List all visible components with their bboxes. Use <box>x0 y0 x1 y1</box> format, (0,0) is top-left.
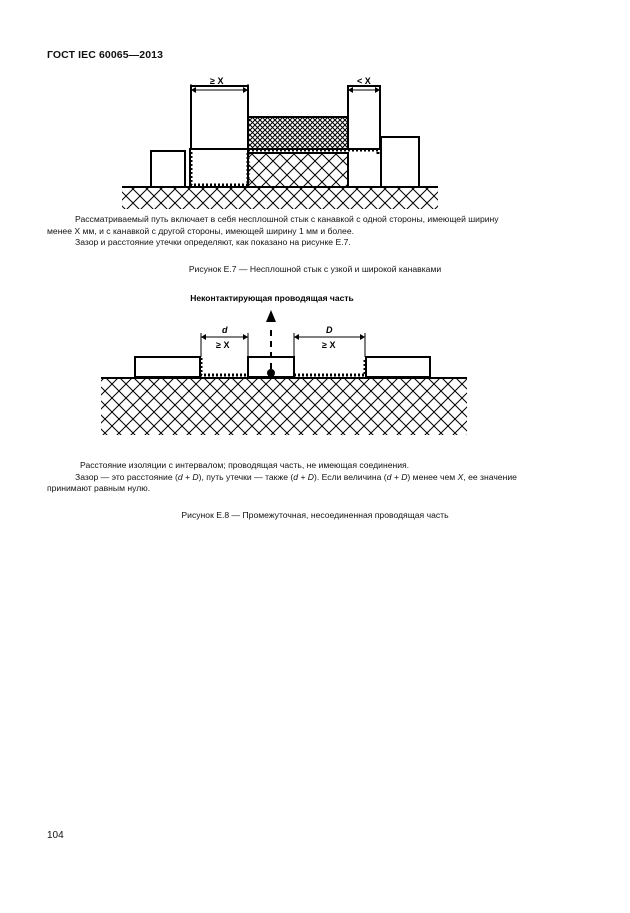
e8-label-D: D <box>326 325 333 335</box>
e8-text-line-2 <box>47 472 583 484</box>
e8-text-2d: d + D <box>293 471 315 482</box>
e8-label-right: ≥ X <box>322 340 336 350</box>
e8-text-2a: Зазор — это расстояние ( <box>75 471 178 482</box>
e8-text-2f: d + D <box>386 471 408 482</box>
e7-description <box>47 214 583 249</box>
e8-text-2c: ), путь утечки — также ( <box>198 471 294 482</box>
e7-text-line-3: Зазор и расстояние утечки определяют, как показано на рисунке Е.7. <box>75 237 351 248</box>
document-header: ГОСТ IEC 60065—2013 <box>47 49 164 61</box>
e8-text-2e: ). Если величина ( <box>314 471 387 482</box>
e7-left-block <box>191 86 248 149</box>
e8-left-block <box>135 357 200 377</box>
e8-caption: Рисунок Е.8 — Промежуточная, несоединенная проводящая часть <box>181 510 449 520</box>
e7-label-left: ≥ X <box>210 76 224 86</box>
e8-text-2b: d + D <box>177 471 199 482</box>
e8-title: Неконтактирующая проводящая часть <box>190 293 354 303</box>
e8-text-line-1: Расстояние изоляции с интервалом; проводящая часть, не имеющая соединения. <box>80 460 410 470</box>
e7-caption: Рисунок Е.7 — Несплошной стык с узкой и широкой канавками <box>188 264 442 274</box>
e7-insulation-block <box>248 117 348 149</box>
e8-right-block <box>366 357 430 377</box>
e8-base <box>101 378 467 435</box>
e7-text-line-2: менее X мм, и с канавкой с другой стороны, имеющей ширину 1 мм и более. <box>47 225 354 236</box>
e7-right-block <box>348 86 380 149</box>
e8-text-2i: , ее значение <box>463 471 517 482</box>
e8-description <box>47 460 583 495</box>
e8-label-d: d <box>222 325 228 335</box>
e8-text-line-3: принимают равным нулю. <box>47 483 151 494</box>
e7-label-right: < X <box>357 76 371 86</box>
page-number: 104 <box>47 830 64 841</box>
e8-label-left: ≥ X <box>216 340 230 350</box>
figure-e7-diagram <box>0 0 630 210</box>
e8-text-2g: ) менее чем <box>407 471 458 482</box>
e8-text-2h: X <box>457 471 464 482</box>
e7-text-line-1: Рассматриваемый путь включает в себя несплошной стык с канавкой с одной стороны, имеющей ширину <box>75 214 499 224</box>
e8-arrow-icon <box>266 310 276 322</box>
figure-e8-diagram <box>0 286 630 446</box>
